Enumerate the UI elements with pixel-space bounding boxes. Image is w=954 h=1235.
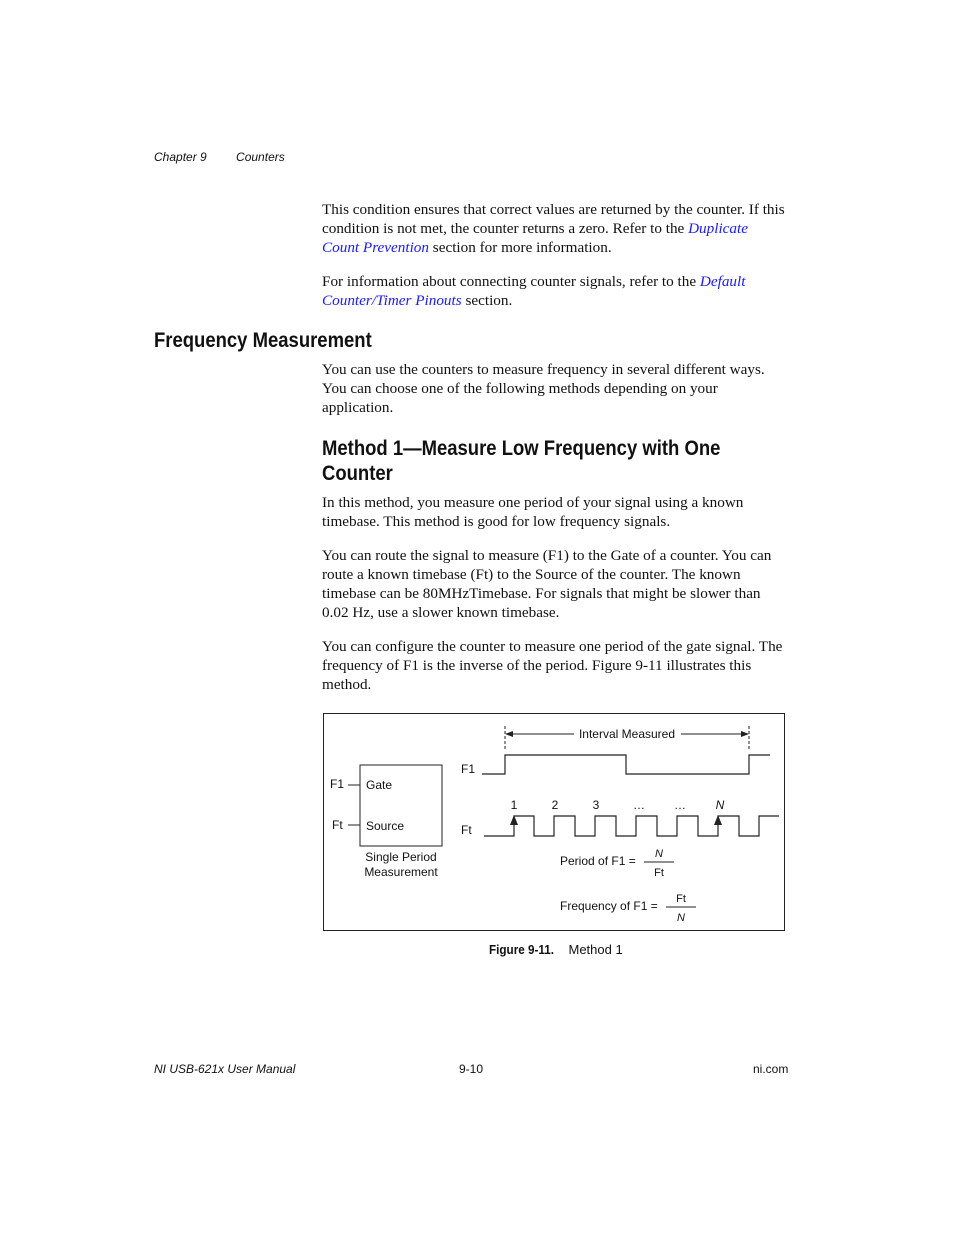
arrow-left-icon [505, 731, 513, 737]
count-n: N [715, 798, 725, 812]
source-pin: Source [366, 819, 405, 833]
period-formula-label: Period of F1 = [560, 854, 636, 868]
arrow-right-icon [741, 731, 749, 737]
duplicate-count-prevention-link[interactable]: Duplicate Count Prevention [322, 220, 748, 256]
footer-manual-title: NI USB-621x User Manual [154, 1062, 296, 1076]
default-pinouts-link[interactable]: Default Counter/Timer Pinouts [322, 273, 746, 309]
chapter-label: Chapter 9 [154, 150, 207, 164]
count-2: 2 [551, 798, 559, 812]
gate-pin: Gate [366, 778, 393, 792]
figure-caption [489, 942, 623, 957]
count-ellipsis-2: … [674, 798, 686, 812]
frequency-denominator: N [677, 912, 685, 924]
frequency-numerator: Ft [676, 893, 686, 905]
frequency-formula-label: Frequency of F1 = [560, 899, 658, 913]
count-3: 3 [592, 798, 600, 812]
caption-label: Figure 9-11. [489, 942, 555, 957]
gate-input-label: F1 [330, 777, 345, 791]
intro-text [322, 200, 788, 310]
method1-text [322, 493, 788, 694]
method1-heading: Method 1—Measure Low Frequency with One Counter [322, 437, 721, 485]
interval-label: Interval Measured [578, 727, 676, 741]
ft-waveform [484, 816, 779, 836]
f1-waveform [482, 755, 770, 774]
section-heading: Frequency Measurement [154, 329, 372, 352]
intro-paragraph-1 [322, 200, 788, 257]
method1-paragraph-3: You can configure the counter to measure one period of the gate signal. The frequency of F1 is the inverse of the period. Figure 9-11 illustrates this method. [322, 638, 783, 693]
ft-wave-label: Ft [461, 823, 472, 837]
period-numerator: N [655, 848, 663, 860]
timing-diagram [324, 714, 786, 932]
running-header [154, 150, 311, 164]
intro-paragraph-2 [322, 272, 788, 310]
source-input-label: Ft [332, 818, 343, 832]
section-paragraph: You can use the counters to measure frequency in several different ways. You can choose one of the following methods depending on your application. [322, 361, 765, 416]
chapter-title: Counters [236, 150, 285, 164]
method1-figure [323, 713, 785, 931]
block-label-line2: Measurement [364, 865, 438, 879]
block-label-line1: Single Period [365, 850, 437, 864]
f1-wave-label: F1 [461, 762, 476, 776]
caption-text: Method 1 [568, 942, 623, 957]
intro-p2-tail: section. [461, 292, 513, 309]
section-intro [322, 360, 788, 417]
intro-p1-text: This condition ensures that correct values are returned by the counter. If this condition is not met, the counter returns a zero. Refer to the [322, 201, 785, 237]
intro-p1-tail: section for more information. [429, 239, 612, 256]
intro-p2-text: For information about connecting counter signals, refer to the [322, 273, 700, 290]
period-denominator: Ft [654, 867, 664, 879]
method1-paragraph-1: In this method, you measure one period of your signal using a known timebase. This method is good for low frequency signals. [322, 494, 744, 530]
count-1: 1 [510, 798, 518, 812]
method1-paragraph-2: You can route the signal to measure (F1) to the Gate of a counter. You can route a known timebase (Ft) to the Source of the counter. The known timebase can be 80MHzTimebase. For signals that might be slower than 0.02 Hz, use a slower known timebase. [322, 547, 772, 621]
footer-page-number: 9-10 [459, 1062, 484, 1076]
footer-website: ni.com [753, 1062, 789, 1076]
count-ellipsis-1: … [633, 798, 645, 812]
